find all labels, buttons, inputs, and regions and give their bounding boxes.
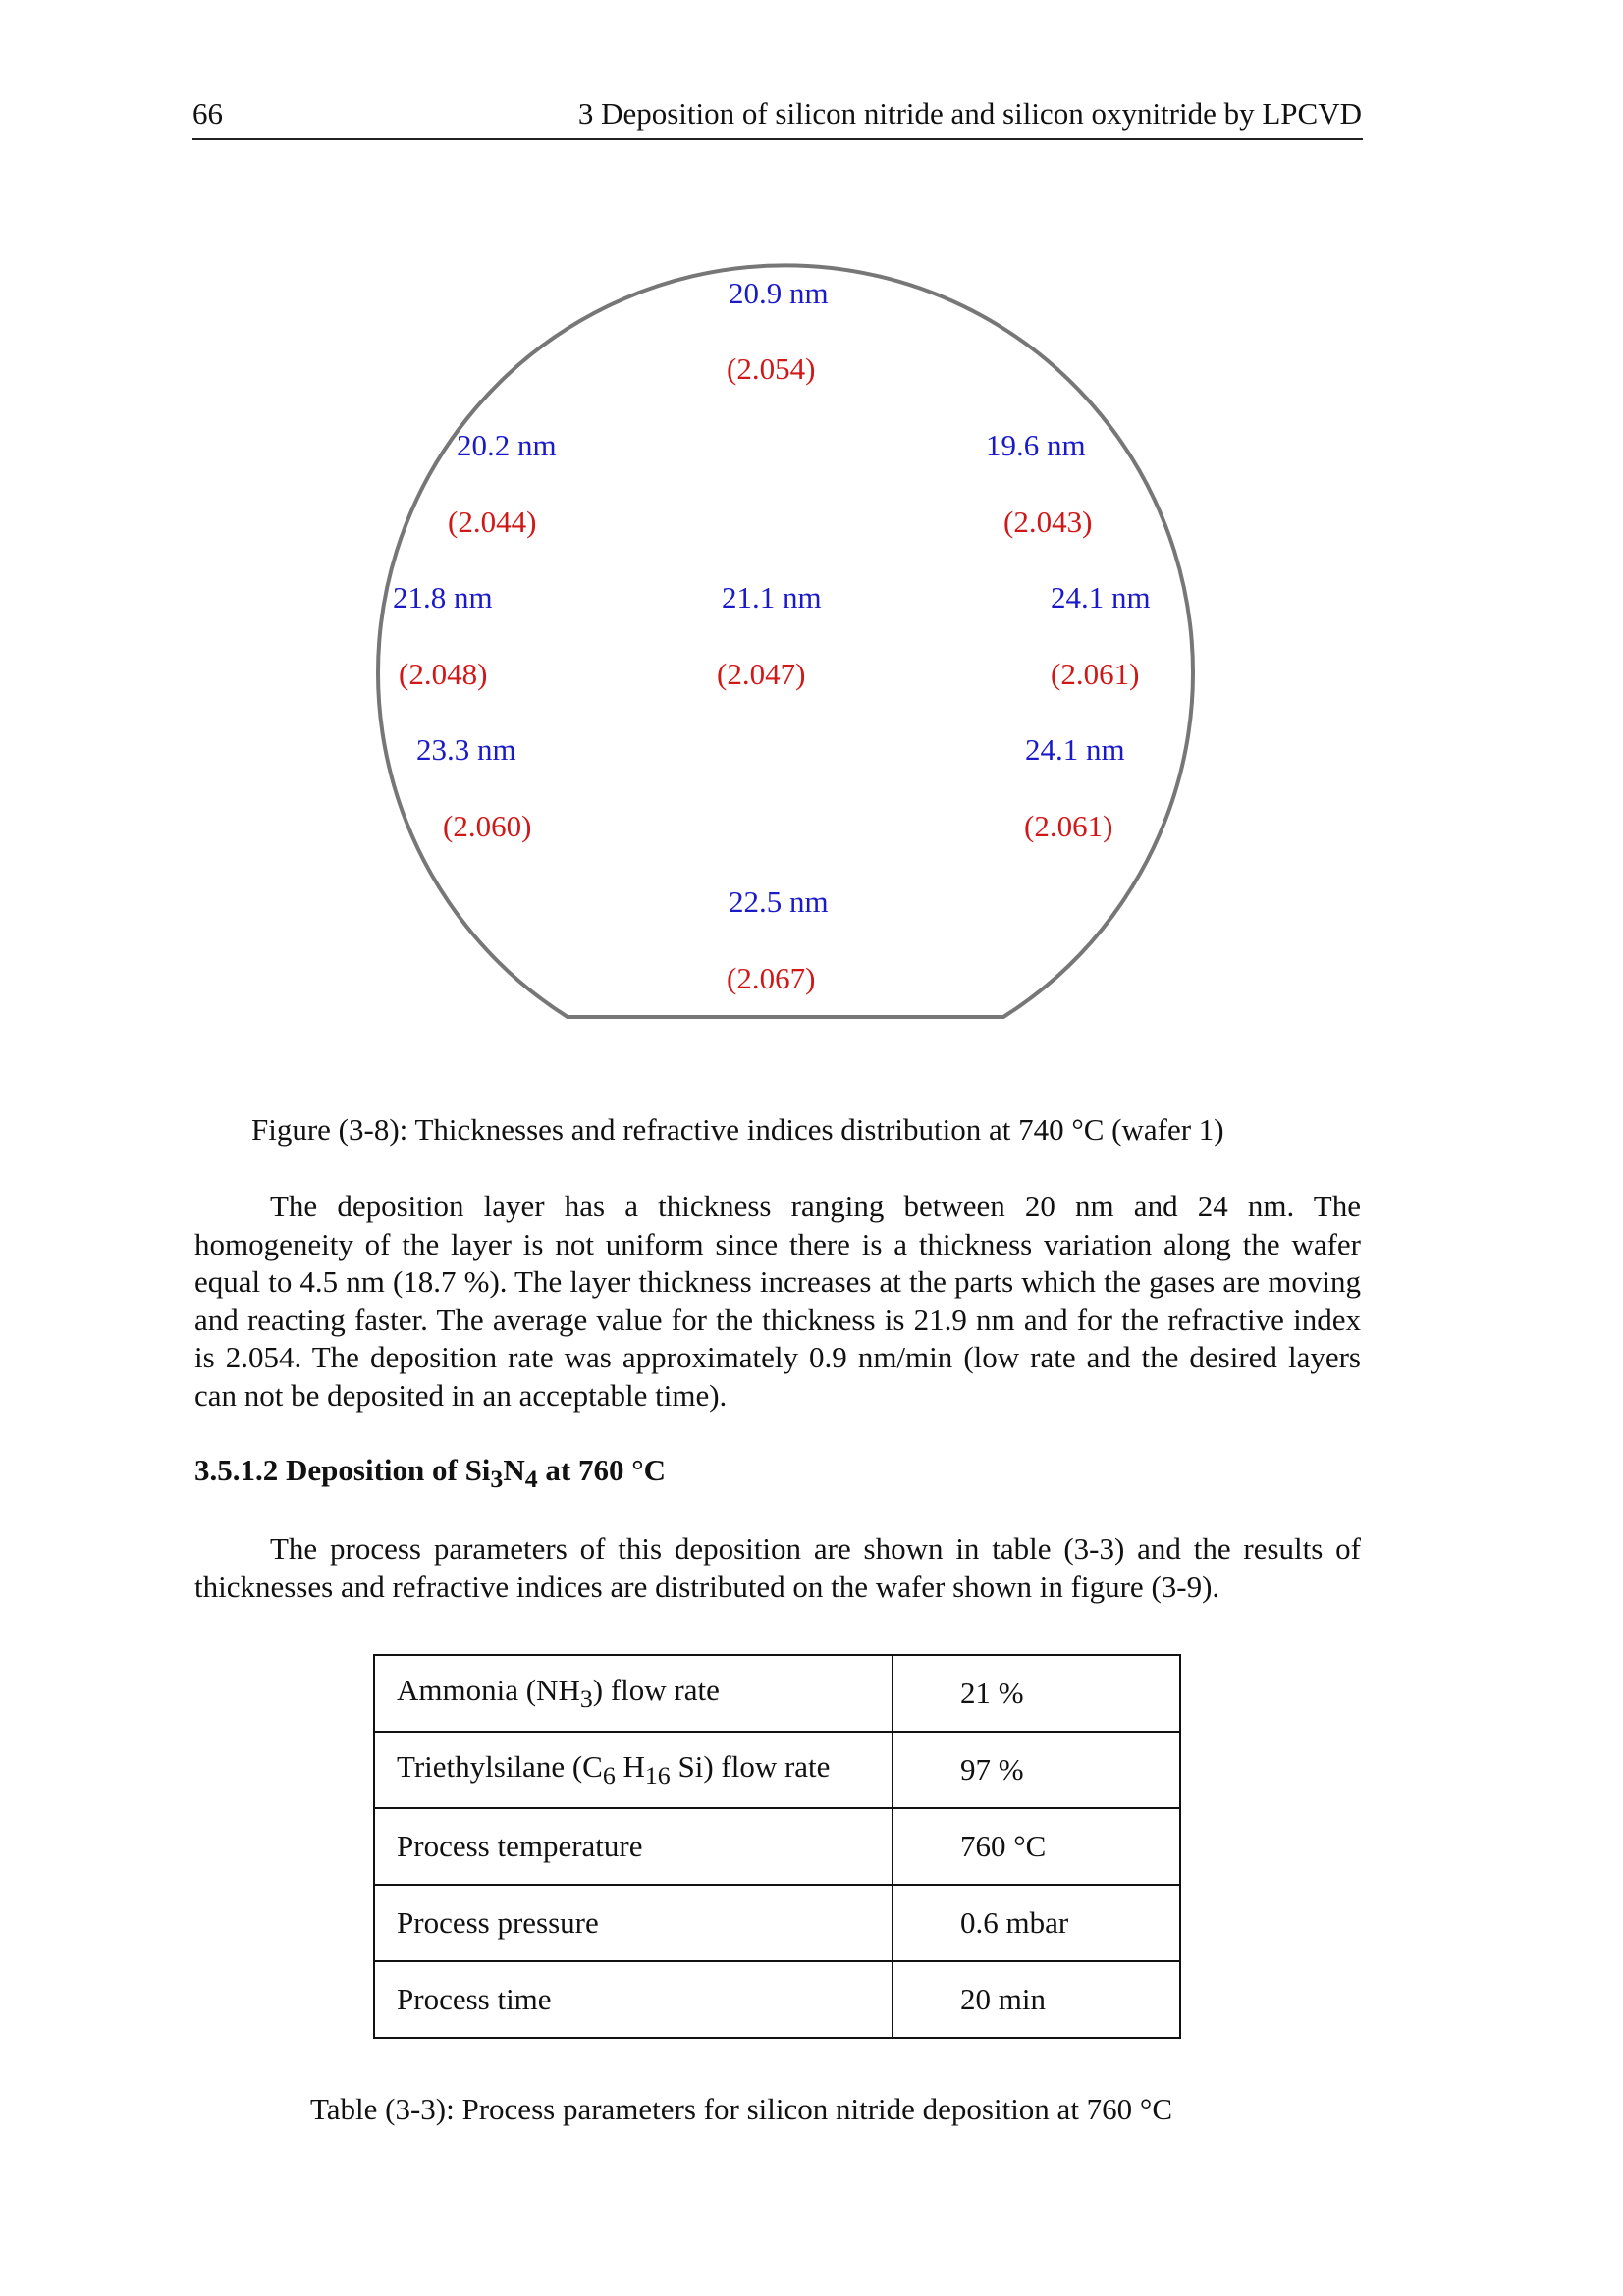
thickness-center: 21.1 nm <box>722 580 822 614</box>
thickness-lower-left: 23.3 nm <box>416 732 516 767</box>
parameter-text: H <box>615 1748 645 1784</box>
parameter-cell: Process temperature <box>374 1808 893 1885</box>
parameter-text: ) flow rate <box>592 1672 720 1707</box>
refractive-index-upper-left: (2.044) <box>448 505 537 539</box>
thickness-top: 20.9 nm <box>729 276 829 310</box>
parameter-subscript: 16 <box>644 1761 671 1790</box>
refractive-index-lower-left: (2.060) <box>443 809 532 843</box>
refractive-index-center: (2.047) <box>717 657 806 691</box>
section-subscript-1: 3 <box>490 1465 504 1494</box>
parameter-text: Si) flow rate <box>670 1748 831 1784</box>
process-parameters-table <box>373 1654 1181 2039</box>
refractive-index-left: (2.048) <box>399 657 488 691</box>
thickness-right: 24.1 nm <box>1051 580 1151 614</box>
thickness-upper-left: 20.2 nm <box>457 428 557 462</box>
page-number: 66 <box>192 96 223 131</box>
thickness-upper-right: 19.6 nm <box>986 428 1086 462</box>
value-cell: 97 % <box>893 1732 1180 1808</box>
section-title-suffix: at 760 °C <box>537 1453 667 1487</box>
section-subscript-2: 4 <box>524 1465 538 1494</box>
refractive-index-lower-right: (2.061) <box>1024 809 1113 843</box>
parameter-text: Triethylsilane (C <box>397 1748 603 1784</box>
refractive-index-top: (2.054) <box>727 351 816 386</box>
table-row <box>374 1885 1180 1961</box>
header-rule <box>192 138 1363 140</box>
table-row <box>374 1732 1180 1808</box>
parameter-subscript: 6 <box>602 1761 616 1790</box>
thickness-lower-right: 24.1 nm <box>1025 732 1125 767</box>
parameter-cell: Process time <box>374 1961 893 2038</box>
refractive-index-bottom: (2.067) <box>727 961 816 995</box>
parameter-cell <box>374 1732 893 1808</box>
value-cell: 0.6 mbar <box>893 1885 1180 1961</box>
section-number: 3.5.1.2 <box>194 1453 279 1487</box>
parameter-cell <box>374 1655 893 1732</box>
running-title: 3 Deposition of silicon nitride and silicon oxynitride by LPCVD <box>577 96 1362 131</box>
thickness-left: 21.8 nm <box>393 580 493 614</box>
body-paragraph-1: The deposition layer has a thickness ranging between 20 nm and 24 nm. The homogeneity of the layer is not uniform since there is a thickness variation along the wafer equal to 4.5 nm (18.7 %). The layer thickness increases at the parts which the gases are moving and reacting faster. The average value for the thickness is 21.9 nm and for the refractive index is 2.054. The deposition rate was approximately 0.9 nm/min (low rate and the desired layers can not be deposited in an acceptable time). <box>194 1189 1361 1413</box>
section-title-prefix: Deposition of Si <box>286 1453 491 1487</box>
table-row <box>374 1808 1180 1885</box>
thickness-bottom: 22.5 nm <box>729 884 829 919</box>
parameter-text: Ammonia (NH <box>397 1672 580 1707</box>
section-title-mid: N <box>503 1453 525 1487</box>
parameter-cell: Process pressure <box>374 1885 893 1961</box>
refractive-index-upper-right: (2.043) <box>1003 505 1093 539</box>
figure-caption: Figure (3-8): Thicknesses and refractive indices distribution at 740 °C (wafer 1) <box>251 1112 1224 1147</box>
body-paragraph-2: The process parameters of this deposition are shown in table (3-3) and the results of thicknesses and refractive indices are distributed on the wafer shown in figure (3-9). <box>194 1531 1361 1604</box>
table-caption: Table (3-3): Process parameters for silicon nitride deposition at 760 °C <box>310 2092 1173 2126</box>
section-heading <box>194 1453 666 1494</box>
table-row <box>374 1961 1180 2038</box>
value-cell: 760 °C <box>893 1808 1180 1885</box>
parameter-subscript: 3 <box>579 1684 593 1714</box>
value-cell: 20 min <box>893 1961 1180 2038</box>
value-cell: 21 % <box>893 1655 1180 1732</box>
table-row <box>374 1655 1180 1732</box>
refractive-index-right: (2.061) <box>1051 657 1140 691</box>
